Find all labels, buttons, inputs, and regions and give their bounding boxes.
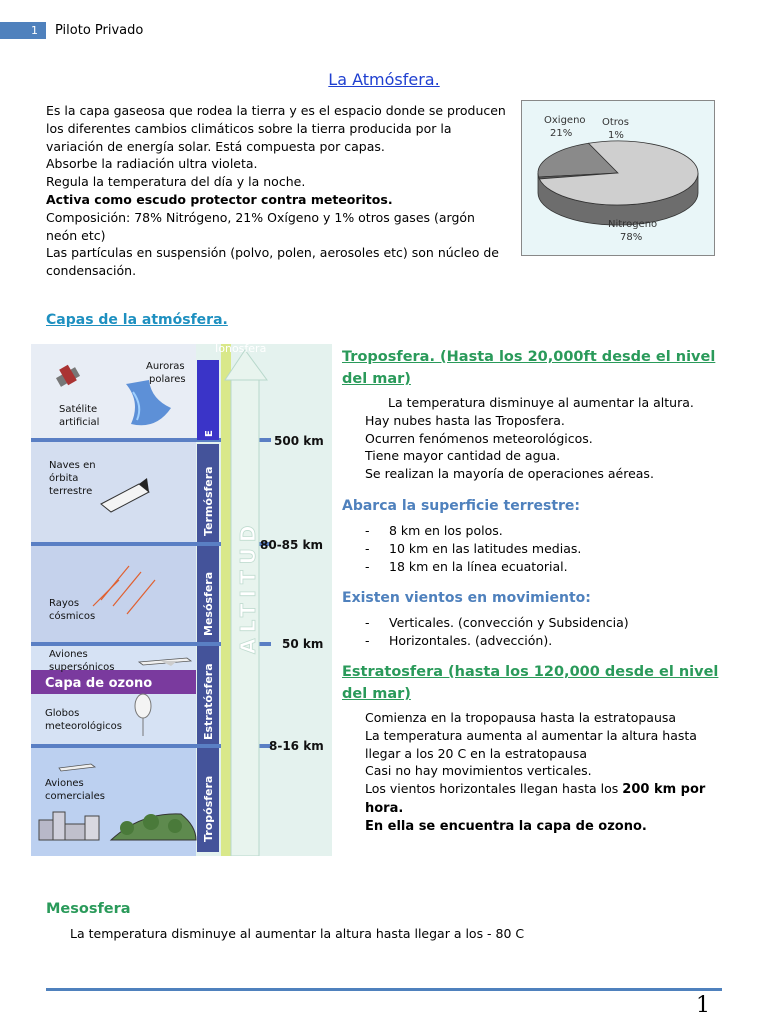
pie-label-others-pct: 1%	[608, 130, 624, 141]
troposfera-section	[342, 346, 732, 483]
km-500-label: 500 km	[274, 434, 324, 448]
auroras-label: polares	[149, 374, 186, 385]
estratosfera-section	[342, 661, 732, 836]
troposfera-line: La temperatura disminuye al aumentar la altura.	[388, 395, 694, 410]
aviones-com-label: comerciales	[45, 791, 105, 802]
globos-label: Globos	[45, 708, 80, 719]
intro-line: Es la capa gaseosa que rodea la tierra y es el espacio donde se producen los diferentes cambios climáticos sobre la tierra producida por la variación de energía solar. Está compuesta por capas.	[46, 103, 506, 154]
naves-label: Naves en	[49, 460, 96, 471]
pie-label-oxygen-pct: 21%	[550, 128, 573, 139]
mesosfera-text: La temperatura disminuye al aumentar la altura hasta llegar a los - 80 C	[70, 926, 525, 941]
layer-troposfera-label: Tropósfera	[202, 775, 215, 842]
layer-e-label: E	[204, 430, 215, 437]
footer-page-number: 1	[696, 993, 710, 1018]
pie-label-nitrogen: Nitrogeno	[608, 219, 658, 230]
globos-label: meteorológicos	[45, 721, 122, 732]
rayos-label: Rayos	[49, 598, 80, 609]
list-item: - Verticales. (convección y Subsidencia)	[365, 614, 732, 632]
vientos-section	[342, 588, 732, 650]
estratosfera-line: Casi no hay movimientos verticales.	[365, 763, 592, 779]
estratosfera-wind-line: Los vientos horizontales llegan hasta los 200 km por hora.	[365, 781, 706, 816]
composition-pie-chart	[521, 100, 715, 256]
vientos-heading: Existen vientos en movimiento:	[342, 590, 591, 606]
list-item: - 10 km en las latitudes medias.	[365, 540, 732, 558]
km-50-label: 50 km	[282, 637, 324, 651]
atmosphere-layers-diagram	[31, 344, 332, 856]
ionosfera-label: Ionosfera	[215, 344, 267, 355]
page-title: La Atmósfera.	[328, 70, 440, 89]
troposfera-heading: Troposfera. (Hasta los 20,000ft desde el nivel del mar)	[342, 349, 716, 387]
aviones-com-label: Aviones	[45, 778, 84, 789]
intro-line: Las partículas en suspensión (polvo, polen, aerosoles etc) son núcleo de condensación.	[46, 245, 499, 279]
pie-svg	[522, 101, 714, 255]
ozone-label: Capa de ozono	[45, 676, 153, 691]
mesosfera-heading: Mesosfera	[46, 901, 131, 917]
auroras-label: Auroras	[146, 361, 185, 372]
intro-bold-line: Activa como escudo protector contra meteoritos.	[46, 191, 393, 207]
troposfera-line: Ocurren fenómenos meteorológicos.	[365, 430, 593, 446]
aviones-sup-label: Aviones	[49, 649, 88, 660]
list-item: - 18 km en la línea ecuatorial.	[365, 558, 732, 576]
estratosfera-line: Comienza en la tropopausa hasta la estratopausa	[365, 710, 677, 725]
naves-label: órbita	[49, 473, 79, 484]
km-8-label: 8-16 km	[269, 739, 324, 753]
abarca-section	[342, 496, 732, 576]
header-page-number: 1	[0, 22, 46, 39]
list-item: - 8 km en los polos.	[365, 522, 732, 540]
band-mesosfera	[31, 544, 196, 644]
pie-label-oxygen: Oxigeno	[544, 115, 586, 126]
estratosfera-line: La temperatura aumenta al aumentar la altura hasta llegar a los 20 C en la estratopausa	[365, 727, 697, 761]
footer-divider	[46, 988, 722, 991]
km-80-label: 80-85 km	[260, 538, 324, 552]
intro-line: Regula la temperatura del día y la noche.	[46, 174, 306, 190]
naves-label: terrestre	[49, 486, 93, 497]
layer-estratosfera-label: Estratósfera	[202, 663, 215, 740]
intro-line: Composición: 78% Nitrógeno, 21% Oxígeno y 1% otros gases (argón neón etc)	[46, 209, 475, 243]
layer-termosfera-label: Termósfera	[202, 466, 215, 536]
yellow-column	[221, 344, 231, 856]
troposfera-line: Tiene mayor cantidad de agua.	[365, 448, 561, 464]
troposfera-line: Se realizan la mayoría de operaciones aéreas.	[365, 466, 654, 482]
layers-heading: Capas de la atmósfera.	[46, 312, 228, 328]
estratosfera-ozone-line: En ella se encuentra la capa de ozono.	[365, 818, 647, 834]
troposfera-line: Hay nubes hasta las Troposfera.	[365, 412, 565, 428]
satelite-label: artificial	[59, 417, 100, 428]
rayos-label: cósmicos	[49, 611, 96, 622]
layer-mesosfera-label: Mesósfera	[202, 571, 215, 636]
altitude-label: ALTITUD	[236, 519, 260, 654]
header-title: Piloto Privado	[55, 23, 144, 38]
pie-label-nitrogen-pct: 78%	[620, 232, 643, 243]
list-item: - Horizontales. (advección).	[365, 632, 732, 650]
band-exosphere	[31, 344, 196, 440]
estratosfera-heading: Estratosfera (hasta los 120,000 desde el nivel del mar)	[342, 664, 719, 702]
aviones-sup-label: supersónicos	[49, 662, 115, 673]
pie-label-others: Otros	[602, 117, 630, 128]
satelite-label: Satélite	[59, 404, 98, 415]
layer-e-bar	[197, 360, 219, 440]
abarca-heading: Abarca la superficie terrestre:	[342, 498, 581, 514]
intro-line: Absorbe la radiación ultra violeta.	[46, 156, 258, 172]
intro-paragraph	[46, 102, 506, 280]
